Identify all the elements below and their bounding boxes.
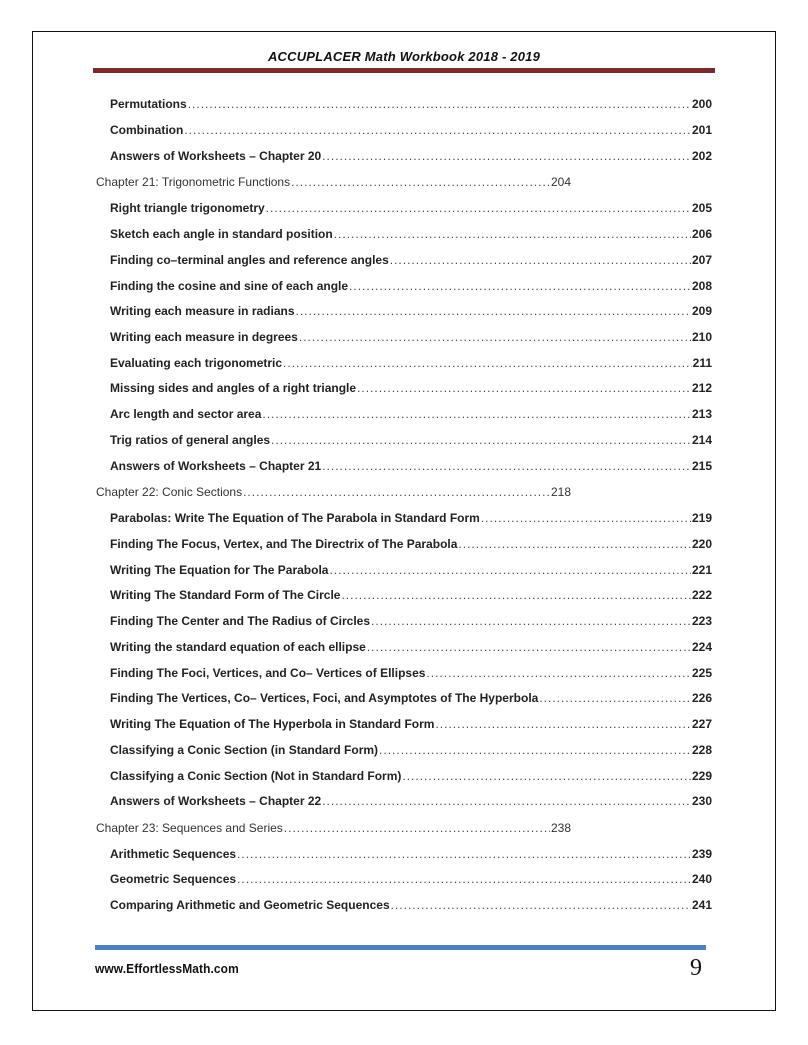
toc-entry-row[interactable] xyxy=(110,793,712,809)
toc-page-number: 240 xyxy=(691,872,712,886)
toc-dot-leader xyxy=(237,846,691,862)
toc-chapter-row[interactable] xyxy=(96,484,571,500)
toc-title: Chapter 21: Trigonometric Functions xyxy=(96,175,291,189)
toc-title: Right triangle trigonometry xyxy=(110,201,265,215)
toc-chapter-row[interactable] xyxy=(96,174,571,190)
toc-entry-row[interactable] xyxy=(110,122,712,138)
toc-title: Writing The Equation of The Hyperbola in Standard Form xyxy=(110,717,435,731)
toc-chapter-row[interactable] xyxy=(96,820,571,836)
toc-entry-row[interactable] xyxy=(110,639,712,655)
toc-dot-leader xyxy=(458,536,691,552)
toc-page-number: 226 xyxy=(691,691,712,705)
toc-dot-leader xyxy=(349,278,691,294)
toc-dot-leader xyxy=(296,303,691,319)
toc-entry-row[interactable] xyxy=(110,562,712,578)
toc-dot-leader xyxy=(426,665,691,681)
toc-entry-row[interactable] xyxy=(110,510,712,526)
toc-entry-row[interactable] xyxy=(110,613,712,629)
toc-entry-row[interactable] xyxy=(110,432,712,448)
toc-page-number: 202 xyxy=(691,149,712,163)
toc-page-number: 212 xyxy=(691,381,712,395)
toc-title: Evaluating each trigonometric xyxy=(110,356,283,370)
toc-dot-leader xyxy=(262,406,691,422)
toc-dot-leader xyxy=(271,432,691,448)
toc-dot-leader xyxy=(371,613,691,629)
toc-entry-row[interactable] xyxy=(110,587,712,603)
toc-title: Writing the standard equation of each ellipse xyxy=(110,640,366,654)
toc-title: Writing each measure in radians xyxy=(110,304,295,318)
toc-dot-leader xyxy=(379,742,691,758)
toc-entry-row[interactable] xyxy=(110,380,712,396)
page-number: 9 xyxy=(690,955,702,981)
toc-page-number: 201 xyxy=(691,123,712,137)
toc-title: Missing sides and angles of a right triangle xyxy=(110,381,357,395)
toc-dot-leader xyxy=(334,226,691,242)
toc-page-number: 218 xyxy=(550,485,571,499)
toc-entry-row[interactable] xyxy=(110,278,712,294)
toc-page-number: 208 xyxy=(691,279,712,293)
toc-page-number: 241 xyxy=(691,898,712,912)
toc-dot-leader xyxy=(322,458,691,474)
toc-dot-leader xyxy=(435,716,691,732)
toc-dot-leader xyxy=(291,174,550,190)
toc-page-number: 204 xyxy=(550,175,571,189)
toc-dot-leader xyxy=(539,690,691,706)
toc-entry-row[interactable] xyxy=(110,742,712,758)
toc-page-number: 223 xyxy=(691,614,712,628)
toc-dot-leader xyxy=(322,148,691,164)
toc-dot-leader xyxy=(188,96,691,112)
toc-dot-leader xyxy=(481,510,691,526)
toc-page-number: 224 xyxy=(691,640,712,654)
toc-page-number: 221 xyxy=(691,563,712,577)
toc-entry-row[interactable] xyxy=(110,458,712,474)
toc-entry-row[interactable] xyxy=(110,406,712,422)
toc-dot-leader xyxy=(283,355,692,371)
toc-dot-leader xyxy=(266,200,691,216)
toc-page-number: 238 xyxy=(550,821,571,835)
toc-entry-row[interactable] xyxy=(110,303,712,319)
toc-entry-row[interactable] xyxy=(110,690,712,706)
toc-entry-row[interactable] xyxy=(110,226,712,242)
toc-dot-leader xyxy=(243,484,550,500)
toc-title: Classifying a Conic Section (Not in Standard Form) xyxy=(110,769,402,783)
toc-page-number: 207 xyxy=(691,253,712,267)
toc-dot-leader xyxy=(329,562,691,578)
toc-page-number: 219 xyxy=(691,511,712,525)
toc-page-number: 205 xyxy=(691,201,712,215)
toc-title: Geometric Sequences xyxy=(110,872,237,886)
toc-title: Finding the cosine and sine of each angle xyxy=(110,279,349,293)
toc-title: Finding The Foci, Vertices, and Co– Vertices of Ellipses xyxy=(110,666,426,680)
toc-dot-leader xyxy=(237,871,691,887)
footer-rule xyxy=(95,945,706,950)
toc-entry-row[interactable] xyxy=(110,768,712,784)
toc-title: Finding The Center and The Radius of Circles xyxy=(110,614,371,628)
toc-title: Sketch each angle in standard position xyxy=(110,227,333,241)
toc-title: Answers of Worksheets – Chapter 20 xyxy=(110,149,322,163)
toc-title: Writing The Equation for The Parabola xyxy=(110,563,329,577)
toc-title: Chapter 22: Conic Sections xyxy=(96,485,243,499)
toc-title: Writing The Standard Form of The Circle xyxy=(110,588,341,602)
toc-dot-leader xyxy=(391,897,691,913)
toc-page-number: 230 xyxy=(691,794,712,808)
toc-page-number: 200 xyxy=(691,97,712,111)
toc-page-number: 228 xyxy=(691,743,712,757)
toc-title: Writing each measure in degrees xyxy=(110,330,298,344)
toc-entry-row[interactable] xyxy=(110,355,712,371)
header-title: ACCUPLACER Math Workbook 2018 - 2019 xyxy=(267,49,541,64)
toc-title: Answers of Worksheets – Chapter 21 xyxy=(110,459,322,473)
toc-entry-row[interactable] xyxy=(110,329,712,345)
toc-dot-leader xyxy=(341,587,691,603)
toc-entry-row[interactable] xyxy=(110,148,712,164)
toc-dot-leader xyxy=(322,793,691,809)
toc-page-number: 225 xyxy=(691,666,712,680)
toc-title: Arithmetic Sequences xyxy=(110,847,237,861)
toc-title: Parabolas: Write The Equation of The Parabola in Standard Form xyxy=(110,511,480,525)
toc-title: Chapter 23: Sequences and Series xyxy=(96,821,283,835)
toc-title: Combination xyxy=(110,123,184,137)
toc-entry-row[interactable] xyxy=(110,200,712,216)
toc-page-number: 209 xyxy=(691,304,712,318)
toc-entry-row[interactable] xyxy=(110,96,712,112)
footer-website[interactable]: www.EffortlessMath.com xyxy=(95,961,239,976)
toc-page-number: 210 xyxy=(691,330,712,344)
toc-title: Arc length and sector area xyxy=(110,407,262,421)
toc-page-number: 229 xyxy=(691,769,712,783)
toc-page-number: 211 xyxy=(692,356,712,370)
toc-page-number: 215 xyxy=(691,459,712,473)
toc-entry-row[interactable] xyxy=(110,252,712,268)
toc-page-number: 222 xyxy=(691,588,712,602)
toc-entry-row[interactable] xyxy=(110,897,712,913)
toc-dot-leader xyxy=(402,768,691,784)
toc-page-number: 214 xyxy=(691,433,712,447)
toc-title: Finding co–terminal angles and reference angles xyxy=(110,253,389,267)
toc-entry-row[interactable] xyxy=(110,665,712,681)
toc-page-number: 206 xyxy=(691,227,712,241)
toc-title: Finding The Vertices, Co– Vertices, Foci, and Asymptotes of The Hyperbola xyxy=(110,691,539,705)
toc-page-number: 239 xyxy=(691,847,712,861)
toc-page-number: 227 xyxy=(691,717,712,731)
toc-title: Comparing Arithmetic and Geometric Sequences xyxy=(110,898,390,912)
toc-title: Trig ratios of general angles xyxy=(110,433,271,447)
toc-title: Classifying a Conic Section (in Standard Form) xyxy=(110,743,379,757)
toc-title: Answers of Worksheets – Chapter 22 xyxy=(110,794,322,808)
toc-entry-row[interactable] xyxy=(110,716,712,732)
toc-dot-leader xyxy=(284,820,550,836)
toc-title: Permutations xyxy=(110,97,187,111)
toc-page-number: 213 xyxy=(691,407,712,421)
toc-dot-leader xyxy=(184,122,691,138)
toc-dot-leader xyxy=(390,252,691,268)
toc-entry-row[interactable] xyxy=(110,871,712,887)
toc-page-number: 220 xyxy=(691,537,712,551)
toc-dot-leader xyxy=(367,639,691,655)
toc-entry-row[interactable] xyxy=(110,846,712,862)
toc-title: Finding The Focus, Vertex, and The Directrix of The Parabola xyxy=(110,537,458,551)
toc-entry-row[interactable] xyxy=(110,536,712,552)
toc-dot-leader xyxy=(357,380,691,396)
toc-dot-leader xyxy=(299,329,691,345)
